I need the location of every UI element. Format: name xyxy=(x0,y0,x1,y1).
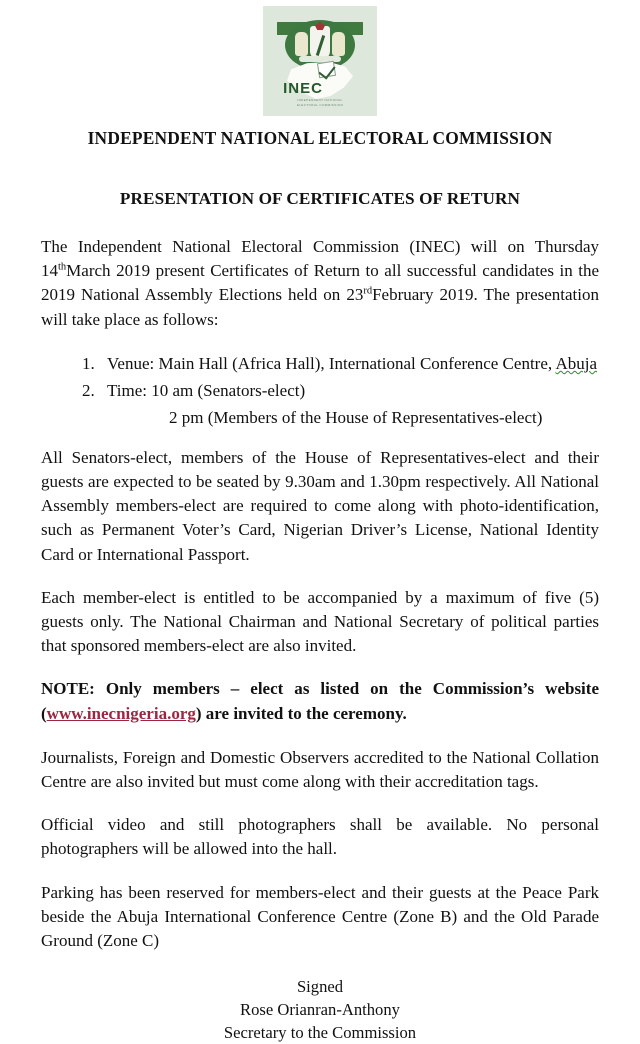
logo-subtitle-line1: INDEPENDENT NATIONAL xyxy=(297,98,343,102)
list-item-time xyxy=(99,378,599,430)
parking-paragraph: Parking has been reserved for members-elect and their guests at the Peace Park beside the Abuja International Conference Centre (Zone B) and the Old Parade Ground (Zone C) xyxy=(41,882,599,951)
signature-block xyxy=(41,975,599,1044)
venue-text: Venue: Main Hall (Africa Hall), International Conference Centre, xyxy=(107,353,556,373)
photographers-paragraph: Official video and still photographers shall be available. No personal photographers will be allowed into the hall. xyxy=(41,815,599,859)
seating-paragraph: All Senators-elect, members of the House of Representatives-elect and their guests are expected to be seated by 9.30am and 1.30pm respectively. All National Assembly members-elect are required to come along with photo-identification, such as Permanent Voter’s Card, Nigerian Driver’s License, National Identity Card or International Passport. xyxy=(41,447,599,564)
crest-shield-icon xyxy=(310,26,330,60)
time-subline: 2 pm (Members of the House of Representatives-elect) xyxy=(169,407,543,427)
inec-logo xyxy=(263,6,377,116)
intro-part1: The Independent National Electoral Commission (INEC) will on Thursday 14 xyxy=(41,237,599,281)
time-text: Time: 10 am (Senators-elect) xyxy=(107,380,306,400)
guests-paragraph: Each member-elect is entitled to be accompanied by a maximum of five (5) guests only. The National Chairman and National Secretary of political parties that sponsored members-elect are also invited. xyxy=(41,587,599,656)
crest-base xyxy=(299,56,341,62)
inec-website-link[interactable]: www.inecnigeria.org xyxy=(46,703,196,723)
intro-part2: March 2019 present Certificates of Return to all successful candidates in the 2019 National Assembly Elections held on 23 xyxy=(41,261,599,305)
event-details-list xyxy=(41,351,599,430)
logo-subtitle-line2: ELECTORAL COMMISSION xyxy=(296,103,344,107)
journalists-paragraph: Journalists, Foreign and Domestic Observers accredited to the National Collation Centre are also invited but must come along with their accreditation tags. xyxy=(41,747,599,792)
note-tail: ) are invited to the ceremony. xyxy=(195,703,407,723)
list-item-venue xyxy=(99,351,599,376)
document-body xyxy=(41,209,599,1044)
logo-acronym: INEC xyxy=(283,80,323,97)
signatory-title: Secretary to the Commission xyxy=(223,1023,417,1043)
spellchecked-word-abuja: Abuja xyxy=(555,353,597,373)
intro-part3: February 2019. The presentation will take place as follows: xyxy=(41,285,599,329)
organization-title: INDEPENDENT NATIONAL ELECTORAL COMMISSION xyxy=(87,128,553,148)
note-paragraph xyxy=(41,677,599,725)
note-lead: NOTE: Only members – elect as listed on the Commission’s website ( xyxy=(41,679,599,723)
crest-horse-left-icon xyxy=(295,32,308,56)
signatory-name: Rose Orianran-Anthony xyxy=(240,1000,400,1020)
intro-paragraph xyxy=(41,235,599,332)
document-title: PRESENTATION OF CERTIFICATES OF RETURN xyxy=(119,189,521,208)
logo-container xyxy=(0,0,640,116)
crest-horse-right-icon xyxy=(332,32,345,56)
signed-label: Signed xyxy=(296,977,344,997)
ordinal-suffix-th: th xyxy=(58,261,67,273)
ordinal-suffix-rd: rd xyxy=(363,285,373,297)
